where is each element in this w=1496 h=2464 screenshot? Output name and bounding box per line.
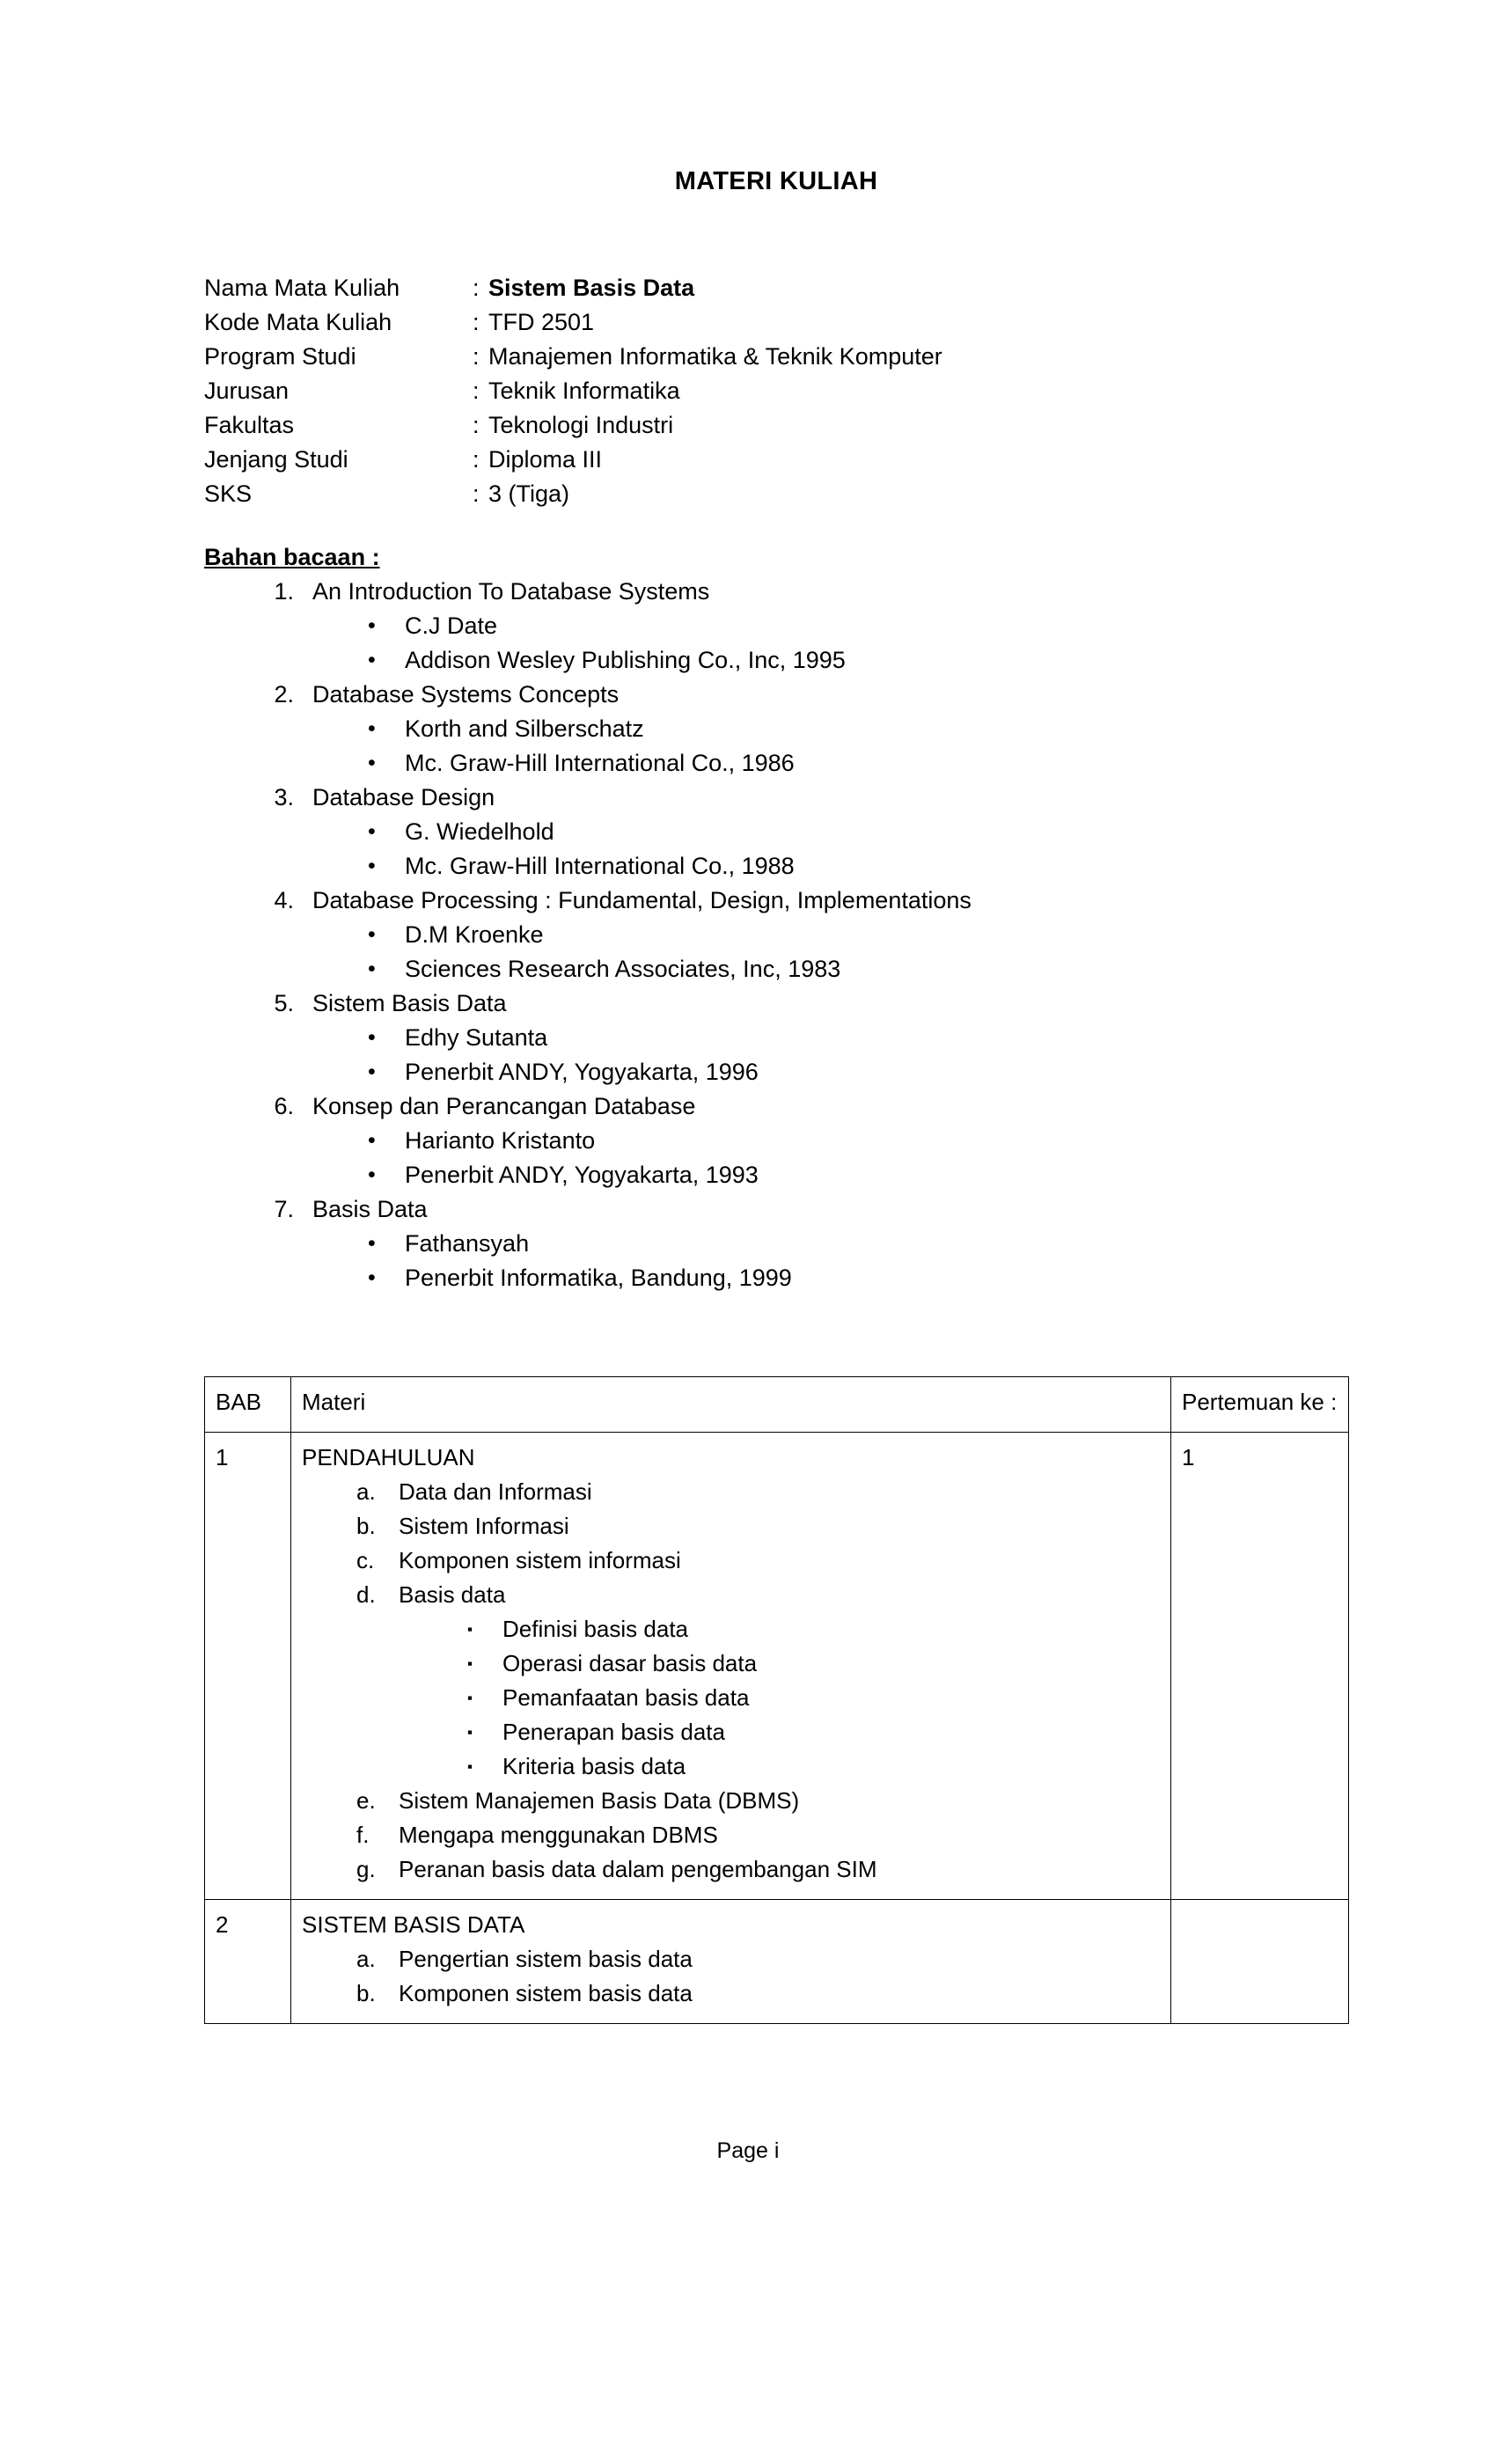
chapter-title: PENDAHULUAN bbox=[302, 1444, 475, 1470]
topic-sub-item bbox=[399, 1749, 1160, 1784]
column-header-pertemuan: Pertemuan ke : bbox=[1171, 1377, 1349, 1433]
metadata-row bbox=[204, 477, 1348, 511]
bullet-icon: • bbox=[368, 648, 376, 672]
chapter-topic-item bbox=[302, 1942, 1160, 1976]
reading-item-title: Sistem Basis Data bbox=[312, 990, 507, 1016]
reading-sub-item-text: Penerbit ANDY, Yogyakarta, 1996 bbox=[405, 1059, 759, 1085]
metadata-label: Program Studi bbox=[204, 343, 356, 370]
course-metadata bbox=[204, 271, 1348, 511]
reading-sub-item bbox=[312, 1055, 1348, 1089]
cell-pertemuan: 1 bbox=[1171, 1433, 1349, 1900]
reading-sub-item-text: Addison Wesley Publishing Co., Inc, 1995 bbox=[405, 647, 846, 673]
topic-sub-item-text: Kriteria basis data bbox=[502, 1753, 686, 1779]
chapter-topic-list bbox=[302, 1942, 1160, 2011]
metadata-value: Teknik Informatika bbox=[488, 378, 680, 404]
metadata-row bbox=[204, 374, 1348, 408]
topic-text: Komponen sistem informasi bbox=[399, 1547, 681, 1573]
topic-sub-item bbox=[399, 1612, 1160, 1646]
metadata-value: Manajemen Informatika & Teknik Komputer bbox=[488, 343, 942, 370]
reading-sub-list bbox=[312, 1124, 1348, 1192]
bullet-icon: • bbox=[368, 751, 376, 775]
reading-item-number: 2. bbox=[274, 681, 294, 708]
topic-text: Sistem Manajemen Basis Data (DBMS) bbox=[399, 1787, 800, 1814]
reading-item bbox=[204, 884, 1348, 986]
metadata-row bbox=[204, 271, 1348, 305]
metadata-row bbox=[204, 408, 1348, 443]
square-bullet-icon: ▪ bbox=[467, 1690, 473, 1706]
bullet-icon: • bbox=[368, 1162, 376, 1187]
reading-sub-item bbox=[312, 1158, 1348, 1192]
reading-item-title: An Introduction To Database Systems bbox=[312, 578, 710, 605]
reading-sub-list bbox=[312, 815, 1348, 884]
column-header-bab: BAB bbox=[205, 1377, 291, 1433]
topic-label: a. bbox=[356, 1946, 376, 1972]
page-footer: Page i bbox=[716, 2138, 780, 2163]
reading-sub-item bbox=[312, 712, 1348, 746]
metadata-separator: : bbox=[473, 309, 480, 335]
reading-sub-item-text: Mc. Graw-Hill International Co., 1988 bbox=[405, 853, 795, 879]
reading-item bbox=[204, 575, 1348, 678]
reading-sub-list bbox=[312, 1227, 1348, 1295]
reading-item-title: Konsep dan Perancangan Database bbox=[312, 1093, 696, 1119]
bullet-icon: • bbox=[368, 922, 376, 947]
reading-sub-item-text: C.J Date bbox=[405, 612, 498, 639]
topic-text: Basis data bbox=[399, 1581, 506, 1608]
topic-sub-item-text: Definisi basis data bbox=[502, 1616, 688, 1642]
bullet-icon: • bbox=[368, 716, 376, 741]
square-bullet-icon: ▪ bbox=[467, 1724, 473, 1741]
metadata-label: Jurusan bbox=[204, 378, 290, 404]
metadata-value: Sistem Basis Data bbox=[488, 275, 695, 301]
page-title: MATERI KULIAH bbox=[674, 167, 878, 195]
reading-item bbox=[204, 678, 1348, 781]
reading-item-number: 6. bbox=[274, 1093, 294, 1119]
reading-sub-item-text: Edhy Sutanta bbox=[405, 1024, 548, 1051]
square-bullet-icon: ▪ bbox=[467, 1621, 473, 1638]
topic-label: e. bbox=[356, 1787, 376, 1814]
reading-sub-item bbox=[312, 849, 1348, 884]
reading-sub-item bbox=[312, 1227, 1348, 1261]
reading-item-number: 7. bbox=[274, 1196, 294, 1222]
bullet-icon: • bbox=[368, 819, 376, 844]
topic-label: b. bbox=[356, 1980, 376, 2006]
metadata-label: Fakultas bbox=[204, 412, 295, 438]
topic-sub-item bbox=[399, 1646, 1160, 1681]
metadata-label: SKS bbox=[204, 480, 253, 507]
cell-materi bbox=[291, 1900, 1171, 2024]
syllabus-table bbox=[204, 1376, 1349, 2024]
reading-item bbox=[204, 1089, 1348, 1192]
reading-sub-item bbox=[312, 746, 1348, 781]
document-body bbox=[204, 167, 1348, 2024]
metadata-row bbox=[204, 443, 1348, 477]
metadata-value: Teknologi Industri bbox=[488, 412, 674, 438]
chapter-topic-item bbox=[302, 1784, 1160, 1818]
metadata-separator: : bbox=[473, 480, 480, 507]
topic-text: Peranan basis data dalam pengembangan SIM bbox=[399, 1856, 877, 1882]
topic-text: Pengertian sistem basis data bbox=[399, 1946, 693, 1972]
reading-item bbox=[204, 1192, 1348, 1295]
reading-sub-item bbox=[312, 1124, 1348, 1158]
syllabus-table-head bbox=[205, 1377, 1349, 1433]
chapter-topic-item bbox=[302, 1578, 1160, 1784]
reading-sub-item-text: Penerbit Informatika, Bandung, 1999 bbox=[405, 1265, 792, 1291]
bullet-icon: • bbox=[368, 957, 376, 981]
chapter-title: SISTEM BASIS DATA bbox=[302, 1911, 525, 1938]
topic-label: b. bbox=[356, 1513, 376, 1539]
bullet-icon: • bbox=[368, 1231, 376, 1256]
bullet-icon: • bbox=[368, 1128, 376, 1153]
metadata-row bbox=[204, 340, 1348, 374]
reading-sub-item bbox=[312, 952, 1348, 986]
reading-sub-item-text: Sciences Research Associates, Inc, 1983 bbox=[405, 956, 841, 982]
metadata-separator: : bbox=[473, 412, 480, 438]
metadata-label: Nama Mata Kuliah bbox=[204, 275, 400, 301]
topic-label: d. bbox=[356, 1581, 376, 1608]
topic-sub-item-text: Pemanfaatan basis data bbox=[502, 1684, 750, 1711]
table-row bbox=[205, 1433, 1349, 1900]
square-bullet-icon: ▪ bbox=[467, 1655, 473, 1672]
metadata-separator: : bbox=[473, 275, 480, 301]
cell-materi bbox=[291, 1433, 1171, 1900]
reading-sub-item-text: Fathansyah bbox=[405, 1230, 530, 1257]
bullet-icon: • bbox=[368, 854, 376, 878]
reading-item-title: Database Processing : Fundamental, Design, Implementations bbox=[312, 887, 972, 913]
metadata-value: TFD 2501 bbox=[488, 309, 595, 335]
reading-item-title: Basis Data bbox=[312, 1196, 428, 1222]
topic-sub-item bbox=[399, 1681, 1160, 1715]
topic-label: f. bbox=[356, 1822, 370, 1848]
readings-heading: Bahan bacaan : bbox=[204, 544, 380, 570]
metadata-separator: : bbox=[473, 378, 480, 404]
chapter-topic-item bbox=[302, 1976, 1160, 2011]
bullet-icon: • bbox=[368, 1025, 376, 1050]
reading-item-number: 5. bbox=[274, 990, 294, 1016]
metadata-row bbox=[204, 305, 1348, 340]
topic-label: a. bbox=[356, 1478, 376, 1505]
reading-item-title: Database Systems Concepts bbox=[312, 681, 620, 708]
reading-item-number: 3. bbox=[274, 784, 294, 810]
topic-text: Sistem Informasi bbox=[399, 1513, 569, 1539]
bullet-icon: • bbox=[368, 1060, 376, 1084]
reading-sub-list bbox=[312, 609, 1348, 678]
square-bullet-icon: ▪ bbox=[467, 1758, 473, 1775]
topic-label: c. bbox=[356, 1547, 375, 1573]
reading-sub-item bbox=[312, 918, 1348, 952]
bullet-icon: • bbox=[368, 1265, 376, 1290]
reading-item-number: 4. bbox=[274, 887, 294, 913]
metadata-label: Kode Mata Kuliah bbox=[204, 309, 392, 335]
reading-sub-item bbox=[312, 643, 1348, 678]
table-header-row bbox=[205, 1377, 1349, 1433]
readings-list bbox=[204, 575, 1348, 1295]
reading-item bbox=[204, 781, 1348, 884]
bullet-icon: • bbox=[368, 613, 376, 638]
chapter-topic-item bbox=[302, 1509, 1160, 1544]
reading-sub-item bbox=[312, 815, 1348, 849]
reading-sub-item-text: Mc. Graw-Hill International Co., 1986 bbox=[405, 750, 795, 776]
reading-sub-item bbox=[312, 1021, 1348, 1055]
syllabus-table-body bbox=[205, 1433, 1349, 2024]
chapter-topic-item bbox=[302, 1544, 1160, 1578]
reading-sub-list bbox=[312, 918, 1348, 986]
reading-sub-item bbox=[312, 609, 1348, 643]
topic-sub-list bbox=[399, 1612, 1160, 1784]
reading-sub-item bbox=[312, 1261, 1348, 1295]
reading-sub-item-text: D.M Kroenke bbox=[405, 921, 544, 948]
metadata-label: Jenjang Studi bbox=[204, 446, 348, 473]
reading-item-title: Database Design bbox=[312, 784, 495, 810]
chapter-topic-item bbox=[302, 1852, 1160, 1887]
cell-pertemuan bbox=[1171, 1900, 1349, 2024]
topic-label: g. bbox=[356, 1856, 376, 1882]
topic-text: Mengapa menggunakan DBMS bbox=[399, 1822, 718, 1848]
reading-sub-list bbox=[312, 712, 1348, 781]
column-header-materi: Materi bbox=[291, 1377, 1171, 1433]
reading-sub-item-text: G. Wiedelhold bbox=[405, 818, 554, 845]
reading-sub-item-text: Penerbit ANDY, Yogyakarta, 1993 bbox=[405, 1162, 759, 1188]
metadata-separator: : bbox=[473, 446, 480, 473]
reading-sub-item-text: Korth and Silberschatz bbox=[405, 715, 644, 742]
cell-bab: 2 bbox=[205, 1900, 291, 2024]
reading-sub-item-text: Harianto Kristanto bbox=[405, 1127, 596, 1154]
cell-bab: 1 bbox=[205, 1433, 291, 1900]
chapter-topic-item bbox=[302, 1475, 1160, 1509]
metadata-value: Diploma III bbox=[488, 446, 603, 473]
chapter-topic-item bbox=[302, 1818, 1160, 1852]
topic-sub-item bbox=[399, 1715, 1160, 1749]
reading-sub-list bbox=[312, 1021, 1348, 1089]
metadata-value: 3 (Tiga) bbox=[488, 480, 570, 507]
topic-sub-item-text: Operasi dasar basis data bbox=[502, 1650, 758, 1676]
reading-item bbox=[204, 986, 1348, 1089]
topic-sub-item-text: Penerapan basis data bbox=[502, 1719, 725, 1745]
table-row bbox=[205, 1900, 1349, 2024]
topic-text: Data dan Informasi bbox=[399, 1478, 592, 1505]
reading-item-number: 1. bbox=[274, 578, 294, 605]
chapter-topic-list bbox=[302, 1475, 1160, 1887]
metadata-separator: : bbox=[473, 343, 480, 370]
topic-text: Komponen sistem basis data bbox=[399, 1980, 693, 2006]
